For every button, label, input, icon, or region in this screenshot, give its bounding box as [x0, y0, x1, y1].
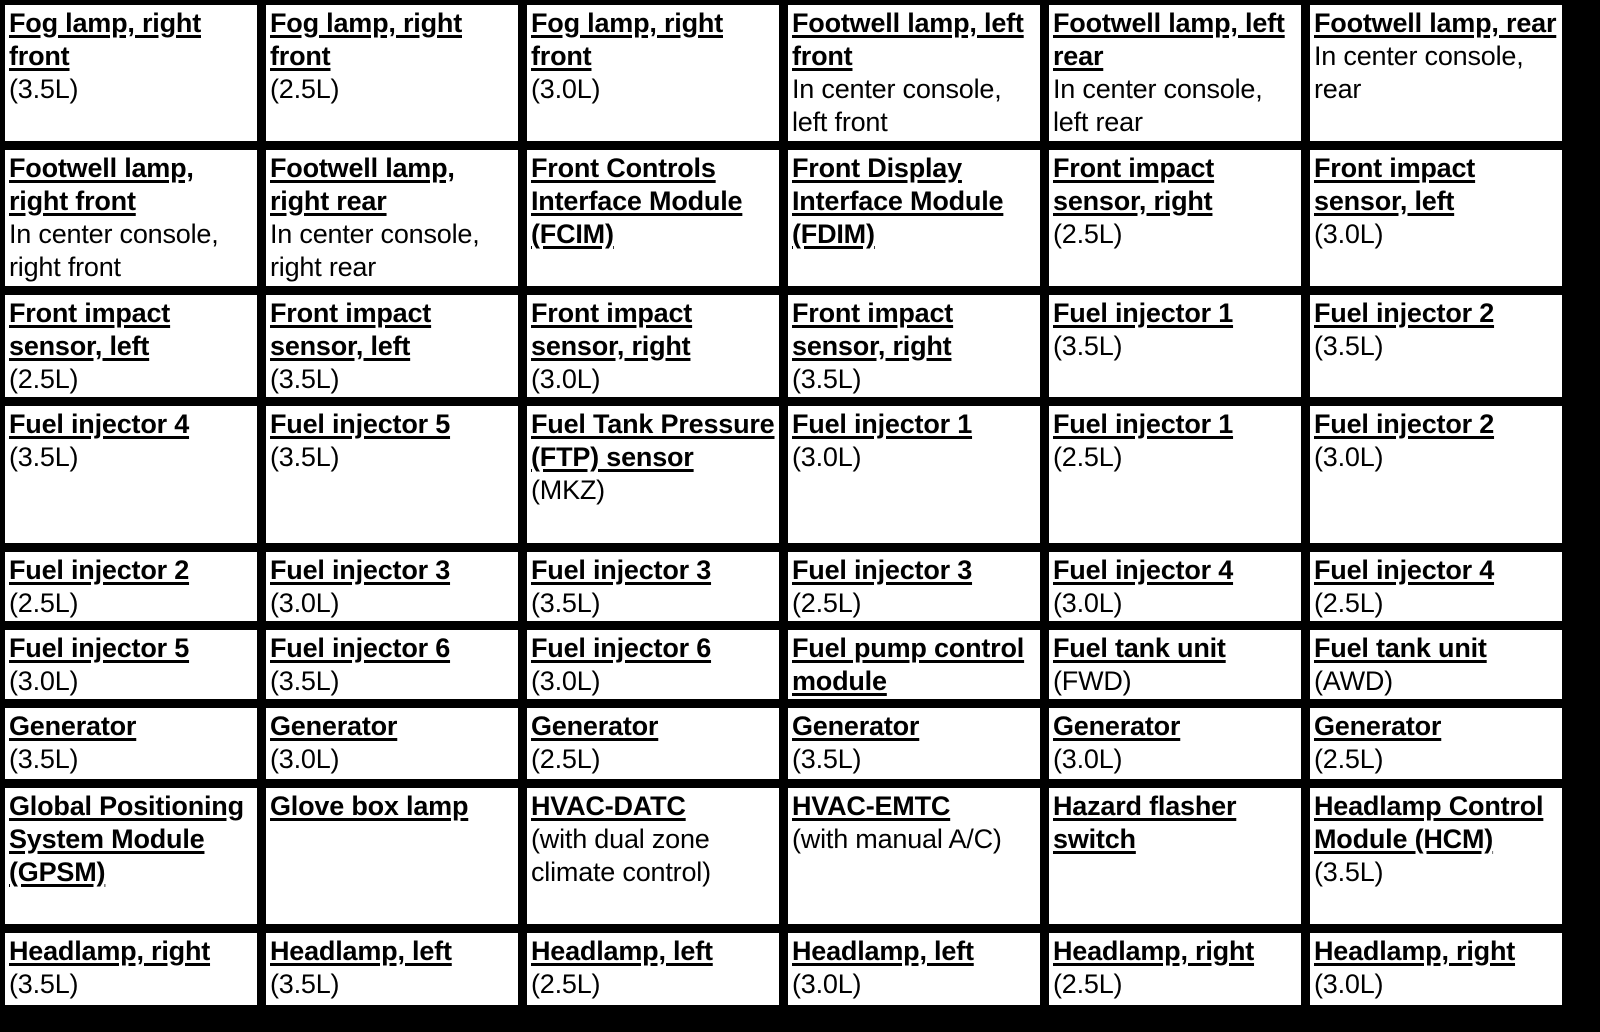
- table-cell: [3, 628, 259, 701]
- table-cell: [3, 148, 259, 288]
- table-cell: [1047, 786, 1303, 926]
- table-cell: [1047, 293, 1303, 399]
- component-detail: In center console, left rear: [1053, 74, 1263, 137]
- table-cell: [3, 931, 259, 1007]
- component-detail: (2.5L): [270, 74, 340, 104]
- component-link[interactable]: Glove box lamp: [270, 791, 469, 821]
- table-cell: [786, 3, 1042, 143]
- component-link[interactable]: Headlamp, right: [9, 936, 211, 966]
- table-cell: [264, 3, 520, 143]
- table-cell: [1308, 3, 1564, 143]
- component-detail: (3.5L): [1314, 857, 1384, 887]
- component-link[interactable]: Fuel injector 6: [270, 633, 451, 663]
- component-link[interactable]: Generator: [9, 711, 137, 741]
- table-cell: [525, 148, 781, 288]
- component-link[interactable]: Footwell lamp, right rear: [270, 153, 455, 216]
- table-cell: [786, 931, 1042, 1007]
- table-cell: [1047, 3, 1303, 143]
- component-link[interactable]: Front impact sensor, left: [270, 298, 432, 361]
- component-link[interactable]: HVAC-EMTC: [792, 791, 951, 821]
- table-cell: [264, 148, 520, 288]
- component-link[interactable]: Fuel Tank Pressure (FTP) sensor: [531, 409, 775, 472]
- table-cell: [1047, 550, 1303, 623]
- component-detail: (3.5L): [1053, 331, 1123, 361]
- component-link[interactable]: Fuel injector 3: [270, 555, 451, 585]
- table-cell: [264, 404, 520, 545]
- component-link[interactable]: Fuel injector 1: [1053, 409, 1234, 439]
- component-link[interactable]: Headlamp, left: [531, 936, 713, 966]
- component-detail: (3.0L): [1053, 588, 1123, 618]
- component-link[interactable]: Generator: [792, 711, 920, 741]
- component-detail: (3.5L): [270, 666, 340, 696]
- table-cell: [264, 628, 520, 701]
- table-cell: [525, 706, 781, 781]
- table-cell: [3, 706, 259, 781]
- component-detail: (3.0L): [270, 744, 340, 774]
- component-detail: (3.0L): [270, 588, 340, 618]
- component-link[interactable]: Headlamp Control Module (HCM): [1314, 791, 1544, 854]
- table-cell: [786, 706, 1042, 781]
- component-link[interactable]: Generator: [1053, 711, 1181, 741]
- component-detail: (with manual A/C): [792, 824, 1002, 854]
- component-detail: (2.5L): [9, 364, 79, 394]
- component-detail: (3.5L): [270, 969, 340, 999]
- table-cell: [264, 786, 520, 926]
- component-detail: In center console, right rear: [270, 219, 480, 282]
- table-cell: [786, 148, 1042, 288]
- component-link[interactable]: Front Controls Interface Module (FCIM): [531, 153, 743, 249]
- component-detail: (2.5L): [1314, 744, 1384, 774]
- component-detail: (2.5L): [792, 588, 862, 618]
- component-link[interactable]: Fuel injector 1: [792, 409, 973, 439]
- component-link[interactable]: Fuel pump control module: [792, 633, 1025, 696]
- component-link[interactable]: Generator: [270, 711, 398, 741]
- component-link[interactable]: Front impact sensor, right: [531, 298, 693, 361]
- table-cell: [264, 706, 520, 781]
- component-detail: (3.0L): [531, 666, 601, 696]
- component-detail: (3.5L): [531, 588, 601, 618]
- component-detail: (3.5L): [792, 364, 862, 394]
- component-detail: (FWD): [1053, 666, 1132, 696]
- table-cell: [1308, 404, 1564, 545]
- component-detail: (3.5L): [270, 442, 340, 472]
- table-cell: [1047, 148, 1303, 288]
- component-link[interactable]: Generator: [1314, 711, 1442, 741]
- component-link[interactable]: Footwell lamp, left rear: [1053, 8, 1285, 71]
- table-cell: [786, 293, 1042, 399]
- component-detail: (3.5L): [1314, 331, 1384, 361]
- component-detail: (with dual zone climate control): [531, 824, 711, 887]
- table-cell: [1308, 628, 1564, 701]
- table-cell: [1308, 786, 1564, 926]
- component-link[interactable]: Headlamp, right: [1053, 936, 1255, 966]
- component-detail: (3.0L): [792, 969, 862, 999]
- component-detail: (3.5L): [9, 744, 79, 774]
- component-detail: (2.5L): [531, 969, 601, 999]
- table-cell: [1047, 628, 1303, 701]
- table-cell: [786, 786, 1042, 926]
- component-link[interactable]: Generator: [531, 711, 659, 741]
- component-link[interactable]: Front impact sensor, left: [1314, 153, 1476, 216]
- table-cell: [525, 931, 781, 1007]
- component-detail: (3.0L): [531, 74, 601, 104]
- table-cell: [1308, 706, 1564, 781]
- component-link[interactable]: Fuel injector 2: [1314, 409, 1495, 439]
- table-cell: [1308, 293, 1564, 399]
- component-detail: In center console, left front: [792, 74, 1002, 137]
- table-cell: [525, 550, 781, 623]
- component-detail: (3.5L): [9, 442, 79, 472]
- component-detail: (MKZ): [531, 475, 605, 505]
- component-link[interactable]: Fuel injector 4: [9, 409, 190, 439]
- table-cell: [3, 404, 259, 545]
- table-cell: [1047, 404, 1303, 545]
- component-link[interactable]: Fuel injector 2: [1314, 298, 1495, 328]
- component-link[interactable]: Fuel injector 3: [792, 555, 973, 585]
- component-link[interactable]: Headlamp, left: [270, 936, 452, 966]
- table-cell: [264, 931, 520, 1007]
- component-detail: (3.0L): [1314, 969, 1384, 999]
- component-link[interactable]: Footwell lamp, left front: [792, 8, 1024, 71]
- component-detail: (3.0L): [792, 442, 862, 472]
- table-cell: [525, 786, 781, 926]
- component-detail: (3.0L): [1314, 442, 1384, 472]
- component-link[interactable]: Fuel injector 4: [1053, 555, 1234, 585]
- table-cell: [1308, 148, 1564, 288]
- component-link[interactable]: Fog lamp, right front: [531, 8, 723, 71]
- table-cell: [786, 404, 1042, 545]
- component-detail: In center console, right front: [9, 219, 219, 282]
- component-detail: (3.0L): [1314, 219, 1384, 249]
- table-cell: [264, 550, 520, 623]
- component-link[interactable]: Fuel injector 3: [531, 555, 712, 585]
- table-cell: [525, 404, 781, 545]
- component-detail: (3.5L): [9, 969, 79, 999]
- component-detail: (2.5L): [1053, 219, 1123, 249]
- component-link[interactable]: Front Display Interface Module (FDIM): [792, 153, 1004, 249]
- table-cell: [3, 786, 259, 926]
- component-link[interactable]: Global Positioning System Module (GPSM): [9, 791, 244, 887]
- component-link[interactable]: Fuel injector 5: [270, 409, 451, 439]
- component-detail: (2.5L): [1053, 969, 1123, 999]
- table-cell: [1308, 931, 1564, 1007]
- component-detail: (3.0L): [1053, 744, 1123, 774]
- table-cell: [3, 3, 259, 143]
- component-detail: (2.5L): [1053, 442, 1123, 472]
- component-detail: (3.5L): [9, 74, 79, 104]
- component-link[interactable]: Headlamp, left: [792, 936, 974, 966]
- table-cell: [786, 628, 1042, 701]
- component-detail: (3.0L): [9, 666, 79, 696]
- table-cell: [264, 293, 520, 399]
- component-link[interactable]: Front impact sensor, right: [1053, 153, 1215, 216]
- table-cell: [1308, 550, 1564, 623]
- component-detail: (2.5L): [9, 588, 79, 618]
- component-link[interactable]: HVAC-DATC: [531, 791, 686, 821]
- component-link[interactable]: Fuel injector 1: [1053, 298, 1234, 328]
- component-link[interactable]: Fuel tank unit: [1053, 633, 1226, 663]
- component-detail: (2.5L): [1314, 588, 1384, 618]
- component-detail: In center console, rear: [1314, 41, 1524, 104]
- component-link[interactable]: Footwell lamp, right front: [9, 153, 194, 216]
- component-link[interactable]: Fuel injector 6: [531, 633, 712, 663]
- component-link[interactable]: Fog lamp, right front: [270, 8, 462, 71]
- table-cell: [1047, 706, 1303, 781]
- component-detail: (3.5L): [792, 744, 862, 774]
- component-link[interactable]: Headlamp, right: [1314, 936, 1516, 966]
- component-link[interactable]: Hazard flasher switch: [1053, 791, 1237, 854]
- component-link[interactable]: Fuel injector 4: [1314, 555, 1495, 585]
- table-cell: [525, 293, 781, 399]
- component-detail: (3.0L): [531, 364, 601, 394]
- table-cell: [786, 550, 1042, 623]
- component-link[interactable]: Fuel injector 2: [9, 555, 190, 585]
- component-detail: (2.5L): [531, 744, 601, 774]
- component-detail: (AWD): [1314, 666, 1393, 696]
- component-link[interactable]: Fuel tank unit: [1314, 633, 1487, 663]
- component-link[interactable]: Front impact sensor, right: [792, 298, 954, 361]
- table-cell: [525, 3, 781, 143]
- component-link[interactable]: Fog lamp, right front: [9, 8, 201, 71]
- component-link[interactable]: Footwell lamp, rear: [1314, 8, 1557, 38]
- table-cell: [3, 550, 259, 623]
- component-link[interactable]: Fuel injector 5: [9, 633, 190, 663]
- table-cell: [525, 628, 781, 701]
- table-cell: [1047, 931, 1303, 1007]
- component-link[interactable]: Front impact sensor, left: [9, 298, 171, 361]
- table-cell: [3, 293, 259, 399]
- component-detail: (3.5L): [270, 364, 340, 394]
